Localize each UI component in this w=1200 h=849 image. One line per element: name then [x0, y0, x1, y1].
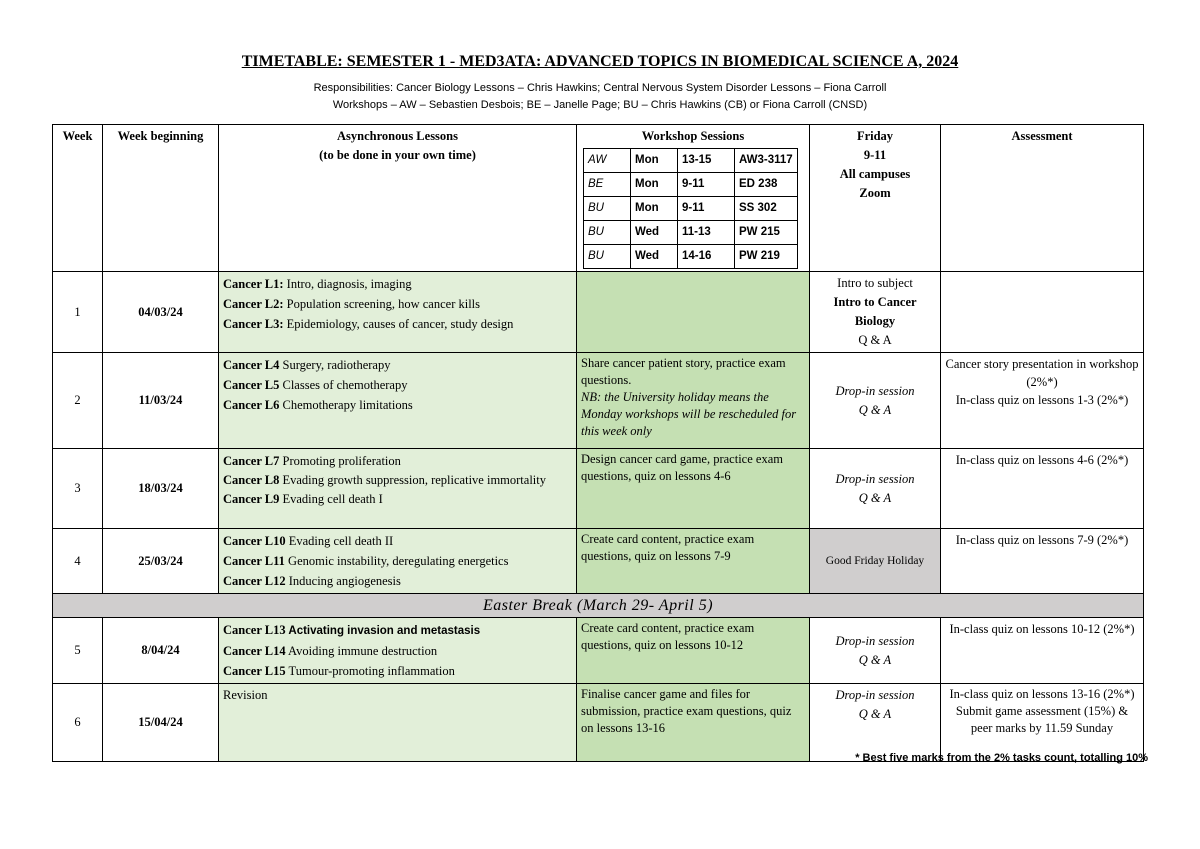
responsibilities-line-1: Responsibilities: Cancer Biology Lessons – Chris Hawkins; Central Nervous System Disorder Lessons – Fiona Carroll: [313, 82, 887, 94]
friday-line-1: Friday: [856, 129, 894, 143]
slot-code: AW: [584, 149, 631, 173]
week-cell: 1: [53, 272, 103, 353]
slot-day: Wed: [631, 245, 678, 269]
lesson-item: [223, 620, 572, 641]
lesson-item: [223, 471, 572, 489]
slot-room: ED 238: [735, 173, 798, 197]
workshop-slot: [584, 173, 798, 197]
footnote: * Best five marks from the 2% tasks count, totalling 10%: [855, 752, 1148, 764]
workshop-title: Workshop Sessions: [641, 129, 745, 143]
header-assessment: Assessment: [941, 125, 1144, 272]
slot-code: BU: [584, 197, 631, 221]
friday-cell: [810, 353, 941, 449]
lesson-text: Evading growth suppression, replicative immortality: [279, 473, 546, 487]
workshop-cell: Create card content, practice exam questions, quiz on lessons 7-9: [577, 529, 810, 594]
friday-text: Q & A: [858, 652, 892, 667]
assessment-text: Cancer story presentation in workshop (2%*): [945, 357, 1139, 389]
slot-code: BE: [584, 173, 631, 197]
date-cell: 8/04/24: [103, 618, 219, 684]
header-friday: [810, 125, 941, 272]
lessons-cell: [219, 353, 577, 449]
header-row: [53, 125, 1144, 272]
lesson-label: Cancer L14: [223, 644, 286, 658]
friday-text: Q & A: [858, 333, 892, 347]
lesson-item: [223, 551, 572, 571]
lesson-text: Classes of chemotherapy: [279, 378, 408, 392]
friday-text: Drop-in session: [835, 471, 915, 486]
lesson-item: [223, 661, 572, 681]
slot-time: 14-16: [678, 245, 735, 269]
lesson-text: Evading cell death I: [279, 492, 383, 506]
table-row: [53, 449, 1144, 529]
lesson-label: Cancer L15: [223, 664, 286, 678]
assessment-text: In-class quiz on lessons 13-16 (2%*): [949, 687, 1135, 701]
week-cell: 6: [53, 684, 103, 762]
friday-text: Drop-in session: [835, 383, 915, 398]
week-cell: 5: [53, 618, 103, 684]
assessment-cell: [941, 353, 1144, 449]
lesson-item: [223, 294, 572, 314]
lesson-text: Inducing angiogenesis: [285, 574, 401, 588]
workshop-slot: [584, 197, 798, 221]
lesson-label: Cancer L4: [223, 358, 280, 372]
friday-text: Q & A: [858, 707, 892, 721]
lessons-cell: [219, 449, 577, 529]
lesson-text: Tumour-promoting inflammation: [285, 664, 455, 678]
slot-code: BU: [584, 221, 631, 245]
async-subtitle: (to be done in your own time): [319, 148, 476, 162]
table-row: [53, 272, 1144, 353]
friday-text: Drop-in session: [835, 633, 915, 648]
lesson-text: Population screening, how cancer kills: [283, 297, 481, 311]
workshop-cell: Design cancer card game, practice exam questions, quiz on lessons 4-6: [577, 449, 810, 529]
responsibilities: [0, 80, 1200, 114]
assessment-cell: [941, 684, 1144, 762]
slot-day: Mon: [631, 149, 678, 173]
lessons-cell: [219, 618, 577, 684]
table-row: [53, 353, 1144, 449]
friday-cell: [810, 272, 941, 353]
lesson-label: Cancer L13: [223, 623, 286, 637]
table-row: [53, 618, 1144, 684]
header-week: Week: [53, 125, 103, 272]
lesson-item: [223, 375, 572, 395]
lesson-item: [223, 274, 572, 294]
lesson-item: [223, 355, 572, 375]
slot-time: 13-15: [678, 149, 735, 173]
header-workshop-sessions: [577, 125, 810, 272]
easter-break-row: [53, 594, 1144, 618]
lesson-text: Epidemiology, causes of cancer, study design: [283, 317, 514, 331]
workshop-cell: Finalise cancer game and files for submission, practice exam questions, quiz on lessons 13-16: [577, 684, 810, 762]
easter-break-label: Easter Break (March 29- April 5): [53, 594, 1144, 618]
lesson-item: [223, 531, 572, 551]
assessment-cell: In-class quiz on lessons 7-9 (2%*): [941, 529, 1144, 594]
header-async-lessons: [219, 125, 577, 272]
date-cell: 15/04/24: [103, 684, 219, 762]
workshop-slot: [584, 245, 798, 269]
slot-time: 9-11: [678, 173, 735, 197]
slot-time: 11-13: [678, 221, 735, 245]
lesson-item: [223, 571, 572, 591]
friday-cell: Good Friday Holiday: [810, 529, 941, 594]
lesson-label: Cancer L8: [223, 473, 280, 487]
lessons-cell: [219, 529, 577, 594]
lesson-label: Cancer L1:: [223, 277, 284, 291]
lesson-label: Cancer L7: [223, 454, 280, 468]
workshop-slot: [584, 221, 798, 245]
friday-line-4: Zoom: [859, 186, 891, 200]
responsibilities-line-2: Workshops – AW – Sebastien Desbois; BE – Janelle Page; BU – Chris Hawkins (CB) or Fiona Carroll (CNSD): [332, 99, 868, 111]
lessons-cell: [219, 272, 577, 353]
document-title: TIMETABLE: SEMESTER 1 - MED3ATA: ADVANCED TOPICS IN BIOMEDICAL SCIENCE A, 2024: [241, 53, 959, 70]
slot-room: PW 219: [735, 245, 798, 269]
slot-room: PW 215: [735, 221, 798, 245]
async-title: Asynchronous Lessons: [337, 129, 458, 143]
lesson-text: Evading cell death II: [285, 534, 394, 548]
slot-day: Wed: [631, 221, 678, 245]
lesson-label: Cancer L9: [223, 492, 280, 506]
lesson-item: [223, 641, 572, 661]
lesson-label: Cancer L2:: [223, 297, 284, 311]
friday-text: Q & A: [858, 402, 892, 417]
date-cell: 25/03/24: [103, 529, 219, 594]
friday-cell: [810, 618, 941, 684]
workshop-slots: [583, 148, 798, 269]
lesson-text: Surgery, radiotherapy: [279, 358, 391, 372]
lesson-label: Cancer L11: [223, 554, 285, 568]
slot-room: AW3-3117: [735, 149, 798, 173]
week-cell: 3: [53, 449, 103, 529]
friday-line-2: 9-11: [863, 148, 887, 162]
friday-line-3: All campuses: [839, 167, 911, 181]
lesson-item: [223, 451, 572, 471]
table-row: [53, 684, 1144, 762]
timetable: [52, 124, 1144, 762]
lesson-text: Genomic instability, deregulating energetics: [284, 554, 509, 568]
friday-cell: [810, 684, 941, 762]
workshop-cell: [577, 272, 810, 353]
friday-text: Intro to Cancer Biology: [833, 295, 917, 328]
date-cell: 18/03/24: [103, 449, 219, 529]
friday-text: Intro to subject: [837, 276, 913, 290]
assessment-cell: In-class quiz on lessons 4-6 (2%*): [941, 449, 1144, 529]
date-cell: 11/03/24: [103, 353, 219, 449]
assessment-text: Submit game assessment (15%) & peer marks by 11.59 Sunday: [955, 704, 1129, 735]
week-cell: 4: [53, 529, 103, 594]
slot-room: SS 302: [735, 197, 798, 221]
friday-text: Q & A: [858, 490, 892, 505]
lesson-item: [223, 314, 572, 334]
workshop-slot: [584, 149, 798, 173]
slot-time: 9-11: [678, 197, 735, 221]
workshop-note: NB: the University holiday means the Monday workshops will be rescheduled for this week only: [581, 390, 797, 438]
lesson-text: Intro, diagnosis, imaging: [283, 277, 412, 291]
week-cell: 2: [53, 353, 103, 449]
lesson-item: [223, 489, 572, 509]
lessons-cell: Revision: [219, 684, 577, 762]
header-week-beginning: Week beginning: [103, 125, 219, 272]
lesson-item: [223, 395, 572, 415]
friday-text: Drop-in session: [835, 688, 915, 702]
assessment-cell: In-class quiz on lessons 10-12 (2%*): [941, 618, 1144, 684]
workshop-cell: Create card content, practice exam questions, quiz on lessons 10-12: [577, 618, 810, 684]
slot-day: Mon: [631, 197, 678, 221]
lesson-text: Promoting proliferation: [279, 454, 401, 468]
lesson-label: Cancer L10: [223, 534, 286, 548]
assessment-cell: [941, 272, 1144, 353]
assessment-text: In-class quiz on lessons 1-3 (2%*): [955, 393, 1129, 407]
workshop-cell: [577, 353, 810, 449]
lesson-text: Avoiding immune destruction: [285, 644, 438, 658]
slot-code: BU: [584, 245, 631, 269]
lesson-label: Cancer L12: [223, 574, 286, 588]
workshop-text: Share cancer patient story, practice exam questions.: [581, 356, 786, 387]
table-row: [53, 529, 1144, 594]
slot-day: Mon: [631, 173, 678, 197]
lesson-text: Activating invasion and metastasis: [285, 625, 481, 637]
lesson-label: Cancer L6: [223, 398, 280, 412]
lesson-text: Chemotherapy limitations: [279, 398, 413, 412]
lesson-label: Cancer L5: [223, 378, 280, 392]
lesson-label: Cancer L3:: [223, 317, 284, 331]
date-cell: 04/03/24: [103, 272, 219, 353]
friday-cell: [810, 449, 941, 529]
